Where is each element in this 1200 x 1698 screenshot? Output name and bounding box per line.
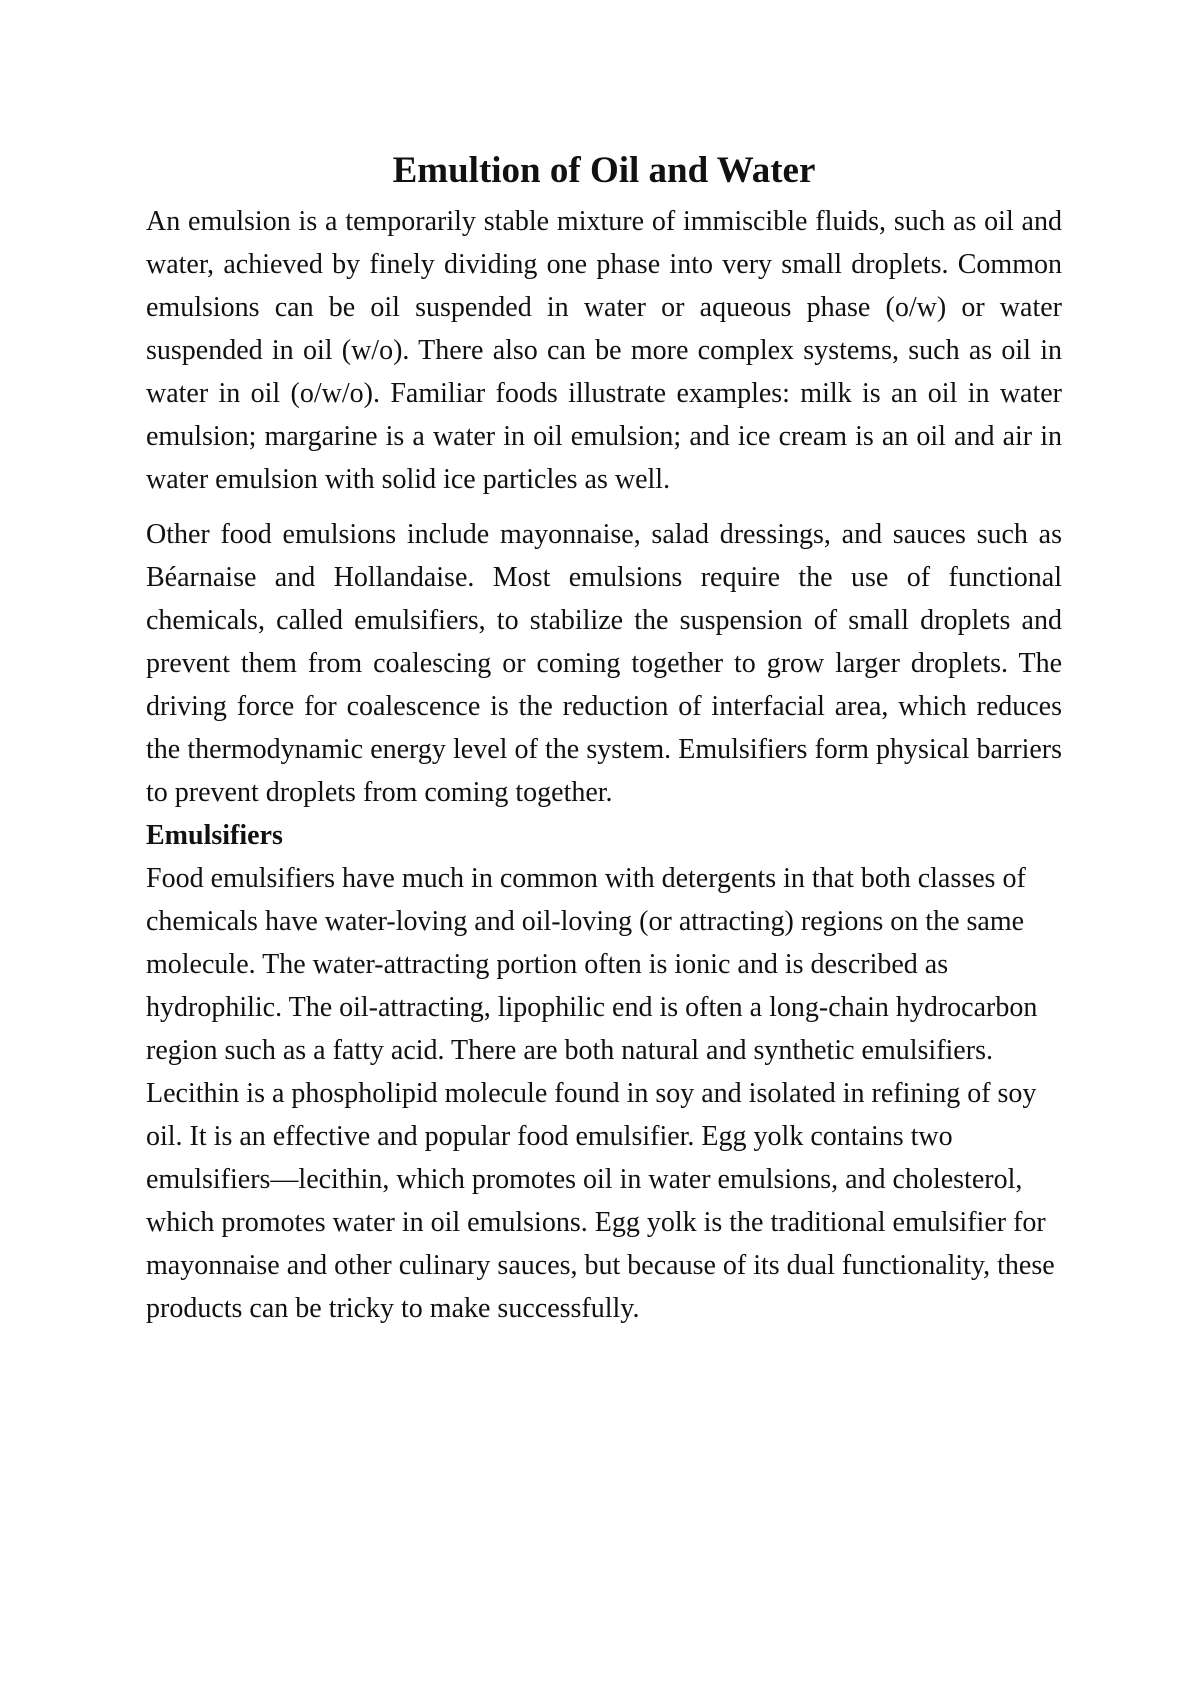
section-heading-emulsifiers: Emulsifiers — [146, 820, 283, 851]
intro-paragraph: An emulsion is a temporarily stable mixture of immiscible fluids, such as oil and water, achieved by finely dividing one phase into very small droplets. Common emulsions can be oil suspended in water or aqueous phase (o/w) or water suspended in oil (w/o). There also can be more complex systems, such as oil in water in oil (o/w/o). Familiar foods illustrate examples: milk is an oil in water emulsion; margarine is a water in oil emulsion; and ice cream is an oil and air in water emulsion with solid ice particles as well. — [146, 206, 1062, 495]
emulsifiers-paragraph: Food emulsifiers have much in common with detergents in that both classes of chemicals have water-loving and oil-loving (or attracting) regions on the same molecule. The water-attracting portion often is ionic and is described as hydrophilic. The oil-attracting, lipophilic end is often a long-chain hydrocarbon region such as a fatty acid. There are both natural and synthetic emulsifiers. Lecithin is a phospholipid molecule found in soy and isolated in refining of soy oil. It is an effective and popular food emulsifier. Egg yolk contains two emulsifiers—lecithin, which promotes oil in water emulsions, and cholesterol, which promotes water in oil emulsions. Egg yolk is the traditional emulsifier for mayonnaise and other culinary sauces, but because of its dual functionality, these products can be tricky to make successfully. — [146, 863, 1055, 1324]
document-page — [146, 148, 1062, 1330]
food-emulsions-paragraph: Other food emulsions include mayonnaise, salad dressings, and sauces such as Béarnaise and Hollandaise. Most emulsions require the use of functional chemicals, called emulsifiers, to stabilize the suspension of small droplets and prevent them from coalescing or coming together to grow larger droplets. The driving force for coalescence is the reduction of interfacial area, which reduces the thermodynamic energy level of the system. Emulsifiers form physical barriers to prevent droplets from coming together. — [146, 519, 1062, 808]
page-title: Emultion of Oil and Water — [392, 150, 816, 191]
